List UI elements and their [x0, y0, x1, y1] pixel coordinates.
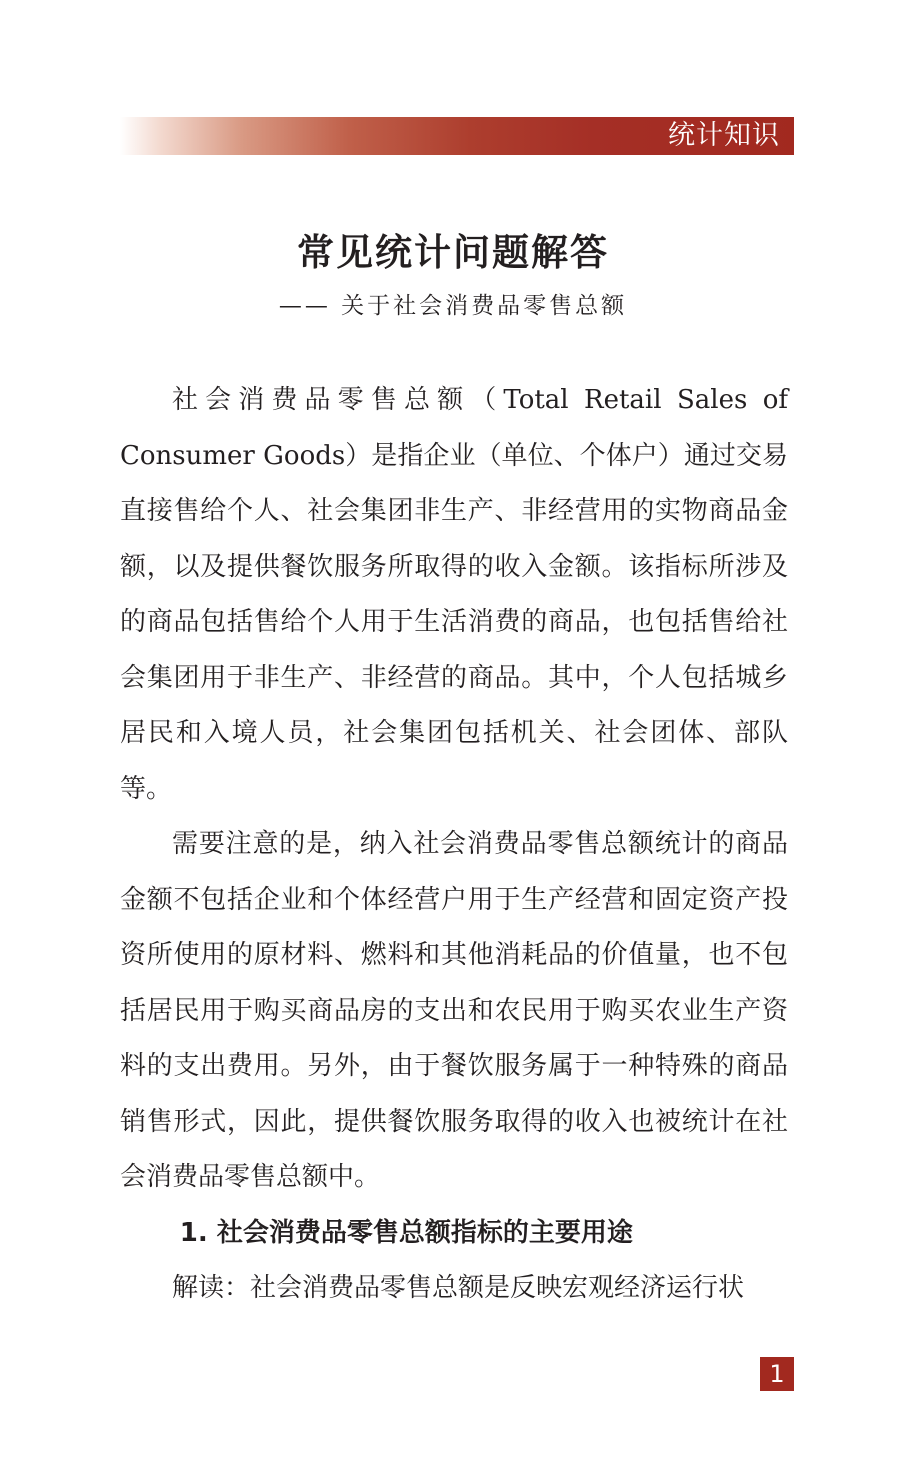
paragraph: 解读：社会消费品零售总额是反映宏观经济运行状 — [172, 1273, 745, 1303]
header-band — [120, 117, 794, 155]
paragraph: 需要注意的是，纳入社会消费品零售总额统计的商品金额不包括企业和个体经营户用于生产经营和固定资产投资所使用的原材料、燃料和其他消耗品的价值量，也不包括居民用于购买商品房的支出和农民用于购买农业生产资料的支出费用。另外，由于餐饮服务属于一种特殊的商品销售形式，因此，提供餐饮服务取得的收入也被统计在社会消费品零售总额中。 — [120, 829, 788, 1192]
section-tag: 统计知识 — [668, 120, 780, 151]
paragraph: 社会消费品零售总额（Total Retail Sales of Consumer Goods）是指企业（单位、个体户）通过交易直接售给个人、社会集团非生产、非经营用的实物商品金额，以及提供餐饮服务所取得的收入金额。该指标所涉及的商品包括售给个人用于生活消费的商品，也包括售给社会集团用于非生产、非经营的商品。其中，个人包括城乡居民和入境人员，社会集团包括机关、社会团体、部队等。 — [120, 385, 788, 804]
section-heading: 1. 社会消费品零售总额指标的主要用途 — [179, 1217, 633, 1248]
article-title: 常见统计问题解答 — [297, 231, 609, 274]
page-number: 1 — [760, 1357, 794, 1391]
article-subtitle: —— 关于社会消费品零售总额 — [278, 293, 628, 319]
article-body — [120, 373, 788, 1317]
